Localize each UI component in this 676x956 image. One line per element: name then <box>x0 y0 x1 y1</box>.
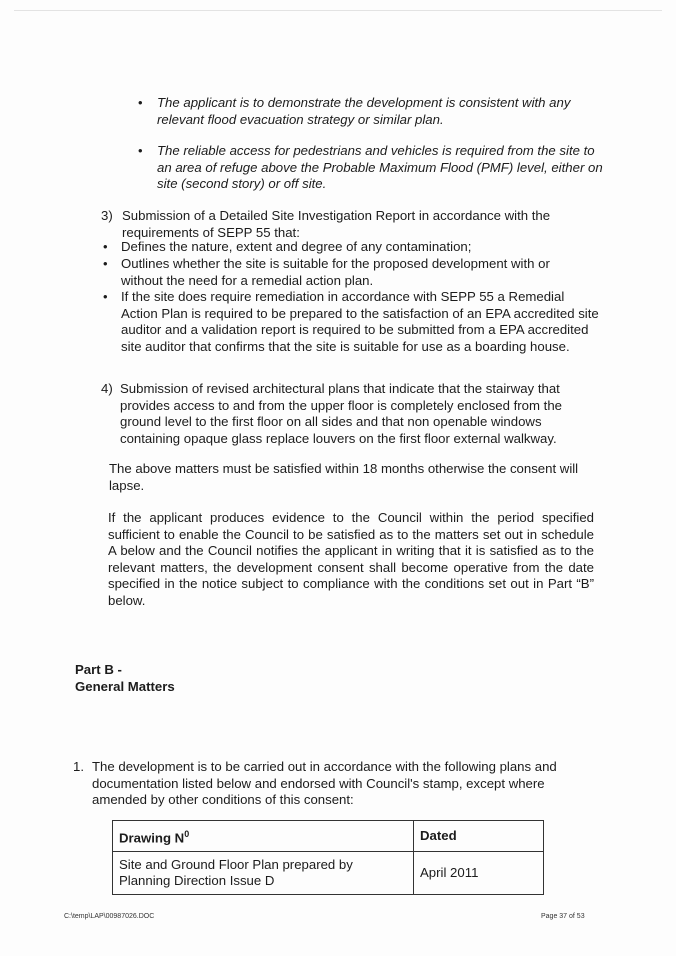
table-cell-drawing: Site and Ground Floor Plan prepared by Planning Direction Issue D <box>113 852 414 895</box>
item-3-bullet-1: Defines the nature, extent and degree of any contamination; <box>121 239 472 254</box>
flood-bullet-1: The applicant is to demonstrate the development is consistent with any relevant flood evacuation strategy or similar plan. <box>157 95 571 127</box>
top-edge-line <box>14 10 662 11</box>
flood-bullet-2: The reliable access for pedestrians and vehicles is required from the site to an area of refuge above the Probable Maximum Flood (PMF) level, either on site (second story) or off site. <box>157 143 603 191</box>
item-3-number: 3) <box>101 208 113 223</box>
item-1-text: The development is to be carried out in accordance with the following plans and documentation listed below and endorsed with Council's stamp, except where amended by other conditions of this consent: <box>92 759 557 807</box>
item-1-number: 1. <box>73 759 84 774</box>
header-drawing-superscript: 0 <box>184 829 190 839</box>
item-3-bullet-3: If the site does require remediation in accordance with SEPP 55 a Remedial Action Plan is required to be prepared to the satisfaction of an EPA accredited site auditor and a validation report is required to be submitted from a EPA accredited site auditor that confirms that the site is suitable for use as a boarding house. <box>121 289 599 354</box>
bullet-icon: • <box>138 143 143 158</box>
bullet-icon: • <box>103 289 108 304</box>
bullet-icon: • <box>103 256 108 271</box>
table-row <box>113 852 544 895</box>
table-header-row <box>113 821 544 852</box>
item-4-number: 4) <box>101 381 113 396</box>
paragraph-evidence: If the applicant produces evidence to the Council within the period specified sufficient to enable the Council to be satisfied as to the matters set out in schedule A below and the Council notifies the applicant in writing that it is satisfied as to the relevant matters, the development consent shall become operative from the date specified in the notice subject to compliance with the conditions set out in Part “B” below. <box>108 510 594 608</box>
bullet-icon: • <box>138 95 143 110</box>
item-3-intro: Submission of a Detailed Site Investigation Report in accordance with the requirements of SEPP 55 that: <box>122 208 551 240</box>
item-3-bullet-2: Outlines whether the site is suitable for the proposed development with or without the need for a remedial action plan. <box>121 256 550 288</box>
drawings-table <box>112 820 544 895</box>
footer-page-number: Page 37 of 53 <box>541 913 585 920</box>
item-4-text: Submission of revised architectural plans that indicate that the stairway that provides access to and from the upper floor is completely enclosed from the ground level to the first floor on all sides and that non openable windows containing opaque glass replace louvers on the first floor external walkway. <box>120 381 563 446</box>
header-dated: Dated <box>414 821 544 852</box>
table-cell-dated: April 2011 <box>414 852 544 895</box>
paragraph-satisfied: The above matters must be satisfied within 18 months otherwise the consent will lapse. <box>109 461 579 493</box>
part-b-title: Part B - <box>75 662 122 677</box>
part-b-subtitle: General Matters <box>75 679 175 694</box>
footer-file-path: C:\temp\LAP\00987026.DOC <box>64 913 155 920</box>
bullet-icon: • <box>103 239 108 254</box>
header-drawing: Drawing $N^0$ <box>113 821 414 852</box>
